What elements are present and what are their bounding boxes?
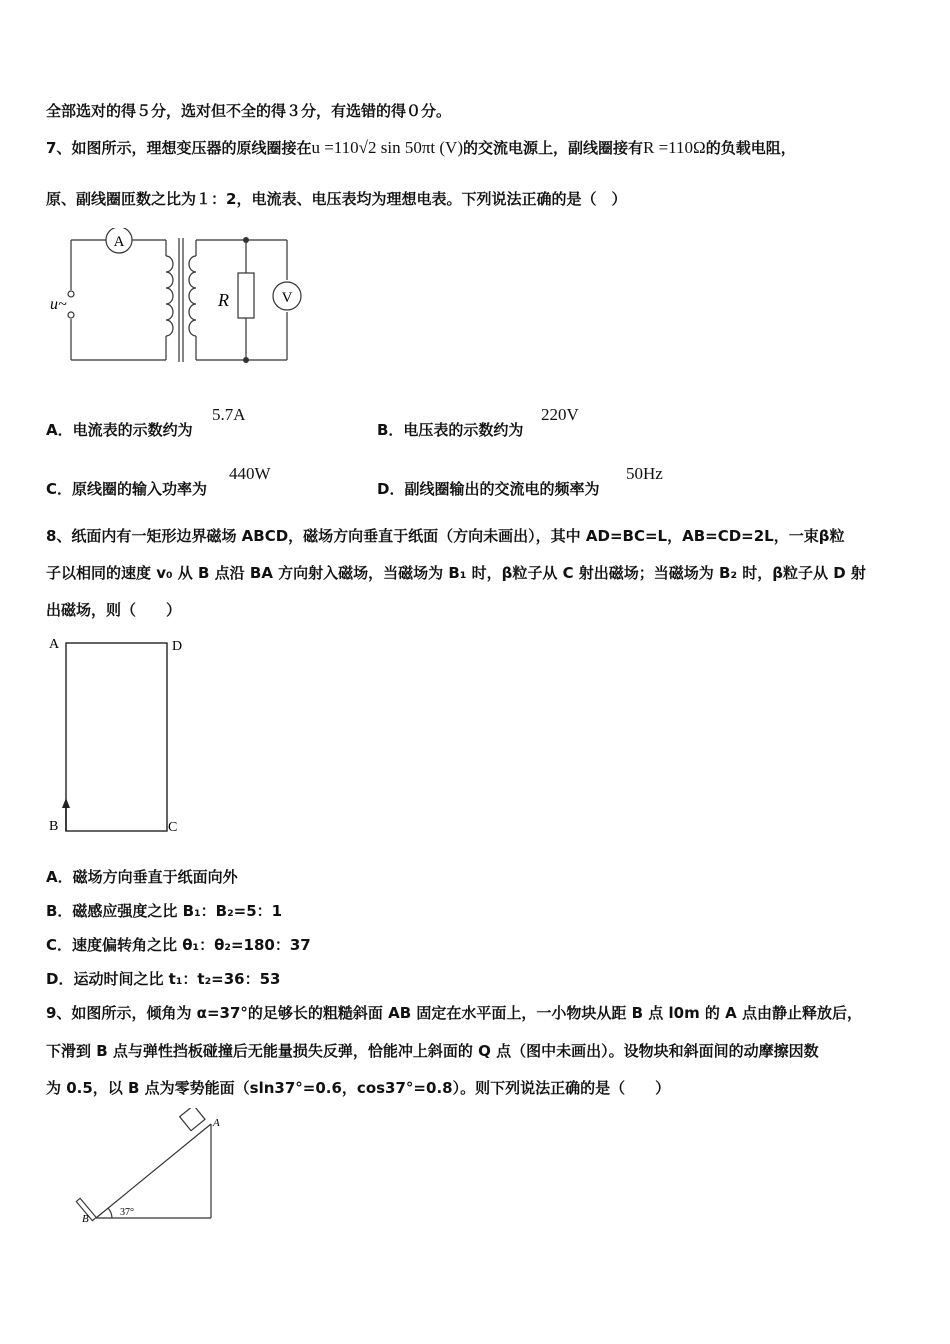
intro-text: 全部选对的得５分，选对但不全的得３分，有选错的得０分。 [46, 102, 452, 120]
q7-option-c-label: C．原线圈的输入功率为 [46, 480, 208, 498]
q7-text-b: 的交流电源上，副线圈接有 [462, 139, 643, 157]
q9-line2: 下滑到 B 点与弹性挡板碰撞后无能量损失反弹，恰能冲上斜面的 Q 点（图中未画出）。设物块和斜面间的动摩擦因数 [46, 1042, 819, 1060]
q8-option-b: B．磁感应强度之比 B₁：B₂=5：1 [46, 902, 283, 920]
q7-formula-r: R =110Ω [643, 138, 706, 157]
q9-line1: 9、如图所示，倾角为 α=37°的足够长的粗糙斜面 AB 固定在水平面上，一小物块从距 B 点 l0m 的 A 点由静止释放后， [46, 1004, 862, 1022]
ammeter-label: A [113, 234, 125, 250]
q8-line1: 8、纸面内有一矩形边界磁场 ABCD，磁场方向垂直于纸面（方向未画出），其中 AD=BC=L，AB=CD=2L，一束β粒 [46, 527, 845, 545]
source-terminal-bottom [68, 312, 74, 318]
magnetic-field-rectangle-diagram [46, 632, 196, 842]
q7-formula-u: u =110√2 sin 50πt (V) [311, 138, 463, 157]
q7-line1 [46, 138, 796, 158]
q7-option-c-value: 440W [229, 464, 271, 483]
q7-line2: 原、副线圈匝数之比为１：2，电流表、电压表均为理想电表。下列说法正确的是（ ） [46, 190, 627, 208]
corner-label-b: B [49, 819, 59, 834]
q7-option-d-label: D．副线圈输出的交流电的频率为 [377, 480, 600, 498]
q7-text-a: 如图所示，理想变压器的原线圈接在 [71, 139, 312, 157]
q8-option-c: C．速度偏转角之比 θ₁：θ₂=180：37 [46, 936, 311, 954]
transformer-circuit-diagram [48, 228, 308, 366]
q7-option-b-label: B．电压表的示数约为 [377, 421, 524, 439]
velocity-arrowhead [62, 798, 70, 808]
q8-line3: 出磁场，则（ ） [46, 601, 182, 619]
incline-slope [96, 1124, 211, 1218]
incline-diagram [74, 1108, 234, 1228]
angle-arc [108, 1208, 112, 1218]
source-label: u~ [50, 296, 67, 313]
q9-line3: 为 0.5，以 B 点为零势能面（sln37°=0.6，cos37°=0.8）。则下列说法正确的是（ ） [46, 1079, 671, 1097]
q7-option-b-value: 220V [541, 405, 579, 424]
q7-option-a-value: 5.7A [212, 405, 246, 424]
junction-dot-bottom [243, 357, 249, 363]
angle-label: 37° [120, 1207, 134, 1218]
resistor-label: R [218, 290, 229, 310]
resistor-symbol [238, 273, 254, 318]
q7-option-d-value: 50Hz [626, 464, 663, 483]
q7-text-c: 的负载电阻， [705, 139, 796, 157]
q7-number: 7、 [46, 139, 72, 157]
q8-option-a: A．磁场方向垂直于纸面向外 [46, 868, 238, 886]
field-boundary-abcd [66, 643, 167, 831]
junction-dot-top [243, 237, 249, 243]
corner-label-a: A [49, 637, 60, 652]
block [180, 1108, 205, 1131]
corner-label-d: D [172, 639, 183, 654]
corner-label-c: C [168, 820, 178, 835]
point-label-a: A [213, 1117, 220, 1129]
q8-option-d: D．运动时间之比 t₁：t₂=36：53 [46, 970, 281, 988]
point-label-b: B [82, 1213, 89, 1225]
q7-option-a-label: A．电流表的示数约为 [46, 421, 193, 439]
q8-line2: 子以相同的速度 v₀ 从 B 点沿 BA 方向射入磁场，当磁场为 B₁ 时，β粒子从 C 射出磁场；当磁场为 B₂ 时，β粒子从 D 射 [46, 564, 866, 582]
voltmeter-label: V [281, 290, 293, 306]
source-terminal-top [68, 291, 74, 297]
